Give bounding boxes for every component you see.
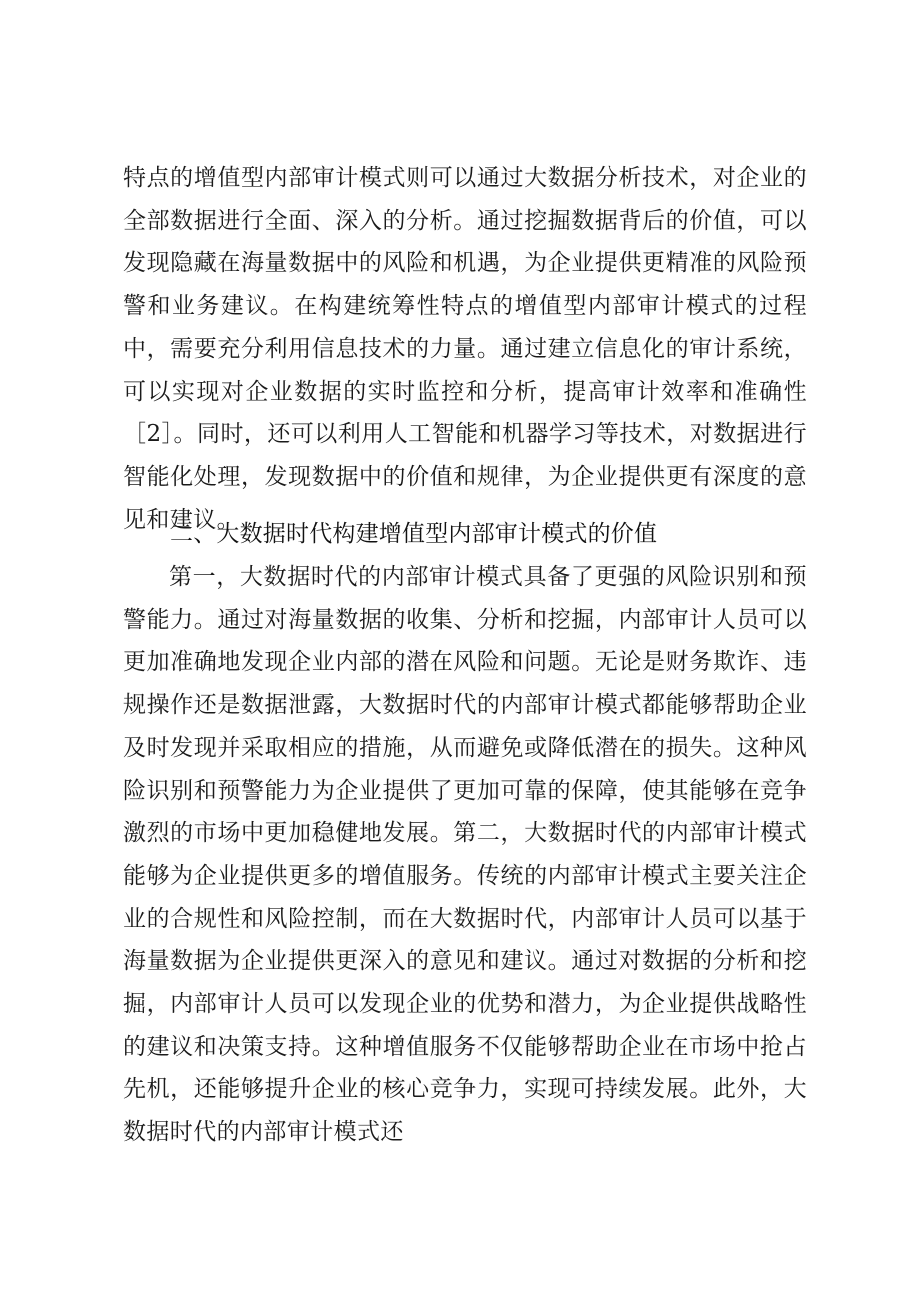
body-paragraph-2: 第一，大数据时代的内部审计模式具备了更强的风险识别和预警能力。通过对海量数据的收集、分析和挖掘，内部审计人员可以更加准确地发现企业内部的潜在风险和问题。无论是财务欺诈、违规操作还是数据泄露，大数据时代的内部审计模式都能够帮助企业及时发现并采取相应的措施，从而避免或降低潜在的损失。这种风险识别和预警能力为企业提供了更加可靠的保障，使其能够在竞争激烈的市场中更加稳健地发展。第二，大数据时代的内部审计模式能够为企业提供更多的增值服务。传统的内部审计模式主要关注企业的合规性和风险控制，而在大数据时代，内部审计人员可以基于海量数据为企业提供更深入的意见和建议。通过对数据的分析和挖掘，内部审计人员可以发现企业的优势和潜力，为企业提供战略性的建议和决策支持。这种增值服务不仅能够帮助企业在市场中抢占先机，还能够提升企业的核心竞争力，实现可持续发展。此外，大数据时代的内部审计模式还: [123, 564, 807, 1146]
body-paragraph-1: 特点的增值型内部审计模式则可以通过大数据分析技术，对企业的全部数据进行全面、深入的分析。通过挖掘数据背后的价值，可以发现隐藏在海量数据中的风险和机遇，为企业提供更精准的风险预警和业务建议。在构建统筹性特点的增值型内部审计模式的过程中，需要充分利用信息技术的力量。通过建立信息化的审计系统，可以实现对企业数据的实时监控和分析，提高审计效率和准确性［2］。同时，还可以利用人工智能和机器学习等技术，对数据进行智能化处理，发现数据中的价值和规律，为企业提供更有深度的意见和建议。: [123, 165, 807, 533]
section-heading: 二、大数据时代构建增值型内部审计模式的价值: [170, 521, 658, 547]
